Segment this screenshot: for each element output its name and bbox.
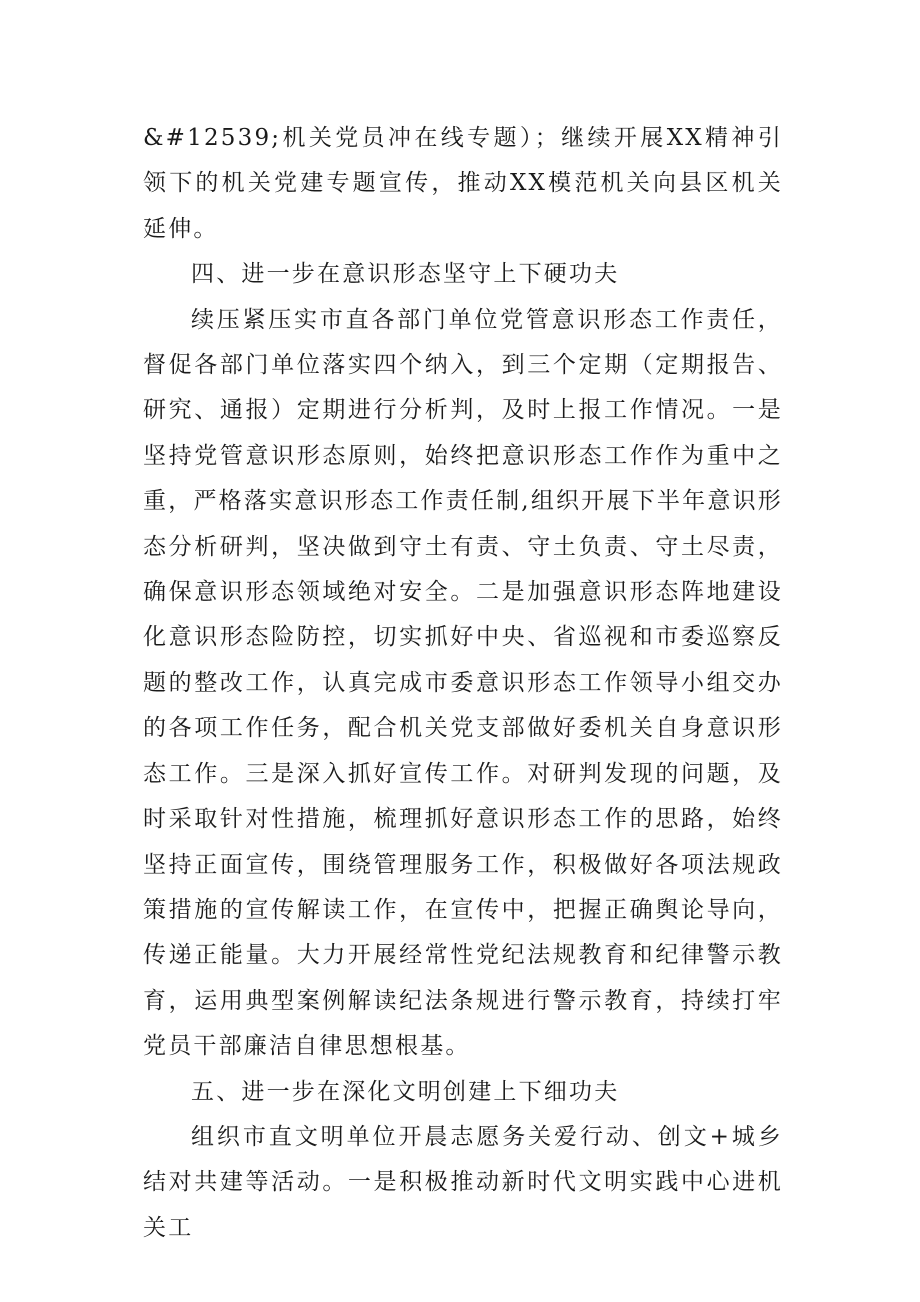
paragraph-continuation: &#12539;机关党员冲在线专题）；继续开展XX精神引领下的机关党建专题宣传，推动XX模范机关向县区机关延伸。 <box>143 125 783 242</box>
document-body <box>143 116 783 1251</box>
section-heading-4: 四、进一步在意识形态坚守上下硬功夫 <box>191 261 620 288</box>
paragraph-ideology-work: 续压紧压实市直各部门单位党管意识形态工作责任，督促各部门单位落实四个纳入，到三个定期（定期报告、研究、通报）定期进行分析判，及时上报工作情况。一是坚持党管意识形态原则，始终把意识形态工作作为重中之重，严格落实意识形态工作责任制,组织开展下半年意识形态分析研判，坚决做到守土有责、守土负责、守土尽责，确保意识形态领域绝对安全。二是加强意识形态阵地建设化意识形态险防控，切实抓好中央、省巡视和市委巡察反题的整改工作，认真完成市委意识形态工作领导小组交办的各项工作任务，配合机关党支部做好委机关自身意识形态工作。三是深入抓好宣传工作。对研判发现的问题，及时采取针对性措施，梳理抓好意识形态工作的思路，始终坚持正面宣传，围绕管理服务工作，积极做好各项法规政策措施的宣传解读工作，在宣传中，把握正确舆论导向，传递正能量。大力开展经常性党纪法规教育和纪律警示教育，运用典型案例解读纪法条规进行警示教育，持续打牢党员干部廉洁自律思想根基。 <box>143 306 783 1060</box>
paragraph-civilization-building: 组织市直文明单位开晨志愿务关爱行动、创文+城乡结对共建等活动。一是积极推动新时代文明实践中心进机关工 <box>143 1123 783 1241</box>
section-heading-5: 五、进一步在深化文明创建上下细功夫 <box>191 1078 620 1105</box>
